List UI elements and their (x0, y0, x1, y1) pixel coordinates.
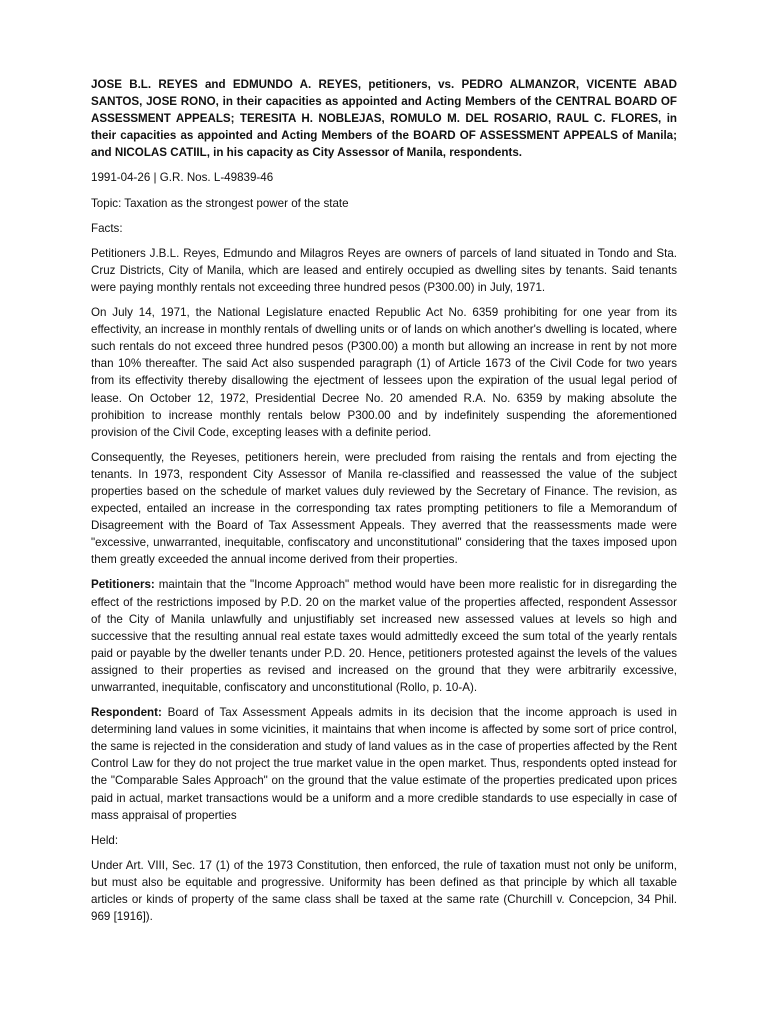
petitioners-paragraph (91, 576, 677, 696)
facts-paragraph-1: Petitioners J.B.L. Reyes, Edmundo and Milagros Reyes are owners of parcels of land situated in Tondo and Sta. Cruz Districts, City of Manila, which are leased and entirely occupied as dwelling sites by tenants. Said tenants were paying monthly rentals not exceeding three hundred pesos (P300.00) in July, 1971. (91, 246, 677, 294)
case-date-gr-number: 1991-04-26 | G.R. Nos. L-49839-46 (91, 171, 274, 185)
facts-heading: Facts: (91, 221, 123, 235)
respondent-text: Board of Tax Assessment Appeals admits in its decision that the income approach is used in determining land values in some vicinities, it maintains that when income is affected by some sort of price control, the same is rejected in the consideration and study of land values as in the case of properties affected by the Rent Control Law for they do not project the true market value in the open market. Thus, respondents opted instead for the "Comparable Sales Approach" on the ground that the value estimate of the properties predicated upon prices paid in actual, market transactions would be a uniform and a more credible standards to use especially in case of mass appraisal of properties (91, 706, 677, 822)
facts-paragraph-3: Consequently, the Reyeses, petitioners herein, were precluded from raising the rentals and from ejecting the tenants. In 1973, respondent City Assessor of Manila re-classified and reassessed the value of the subject properties based on the schedule of market values duly reviewed by the Secretary of Finance. The revision, as expected, entailed an increase in the corresponding tax rates prompting petitioners to file a Memorandum of Disagreement with the Board of Tax Assessment Appeals. They averred that the reassessments made were "excessive, unwarranted, inequitable, confiscatory and unconstitutional" considering that the taxes imposed upon them greatly exceeded the annual income derived from their properties. (91, 450, 677, 567)
document-page (91, 76, 677, 933)
case-topic: Topic: Taxation as the strongest power of the state (91, 196, 349, 210)
held-heading: Held: (91, 833, 119, 847)
petitioners-label: Petitioners: (91, 578, 155, 592)
respondent-label: Respondent: (91, 706, 162, 720)
petitioners-text: maintain that the "Income Approach" method would have been more realistic for in disregarding the effect of the restrictions imposed by P.D. 20 on the market value of the properties affected, respondent Assessor of the City of Manila unlawfully and unjustifiably set increased new assessed values at levels so high and successive that the resulting annual real estate taxes would admittedly exceed the sum total of the yearly rentals paid or payable by the dweller tenants under P.D. 20. Hence, petitioners protested against the levels of the values assigned to their properties as revised and increased on the ground that they were arbitrarily excessive, unwarranted, inequitable, confiscatory and unconstitutional (Rollo, p. 10-A). (91, 578, 677, 694)
case-caption: JOSE B.L. REYES and EDMUNDO A. REYES, petitioners, vs. PEDRO ALMANZOR, VICENTE ABAD SANTOS, JOSE RONO, in their capacities as appointed and Acting Members of the CENTRAL BOARD OF ASSESSMENT APPEALS; TERESITA H. NOBLEJAS, ROMULO M. DEL ROSARIO, RAUL C. FLORES, in their capacities as appointed and Acting Members of the BOARD OF ASSESSMENT APPEALS of Manila; and NICOLAS CATIIL, in his capacity as City Assessor of Manila, respondents. (91, 78, 677, 160)
facts-paragraph-2: On July 14, 1971, the National Legislature enacted Republic Act No. 6359 prohibiting for one year from its effectivity, an increase in monthly rentals of dwelling units or of lands on which another's dwelling is located, where such rentals do not exceed three hundred pesos (P300.00) a month but allowing an increase in rent by not more than 10% thereafter. The said Act also suspended paragraph (1) of Article 1673 of the Civil Code for two years from its effectivity thereby disallowing the ejectment of lessees upon the expiration of the usual legal period of lease. On October 12, 1972, Presidential Decree No. 20 amended R.A. No. 6359 by making absolute the prohibition to increase monthly rentals below P300.00 and by indefinitely suspending the aforementioned provision of the Civil Code, excepting leases with a definite period. (91, 306, 677, 439)
respondent-paragraph (91, 704, 677, 824)
held-paragraph-1: Under Art. VIII, Sec. 17 (1) of the 1973 Constitution, then enforced, the rule of taxation must not only be uniform, but must also be equitable and progressive. Uniformity has been defined as that principle by which all taxable articles or kinds of property of the same class shall be taxed at the same rate (Churchill v. Concepcion, 34 Phil. 969 [1916]). (91, 858, 677, 924)
